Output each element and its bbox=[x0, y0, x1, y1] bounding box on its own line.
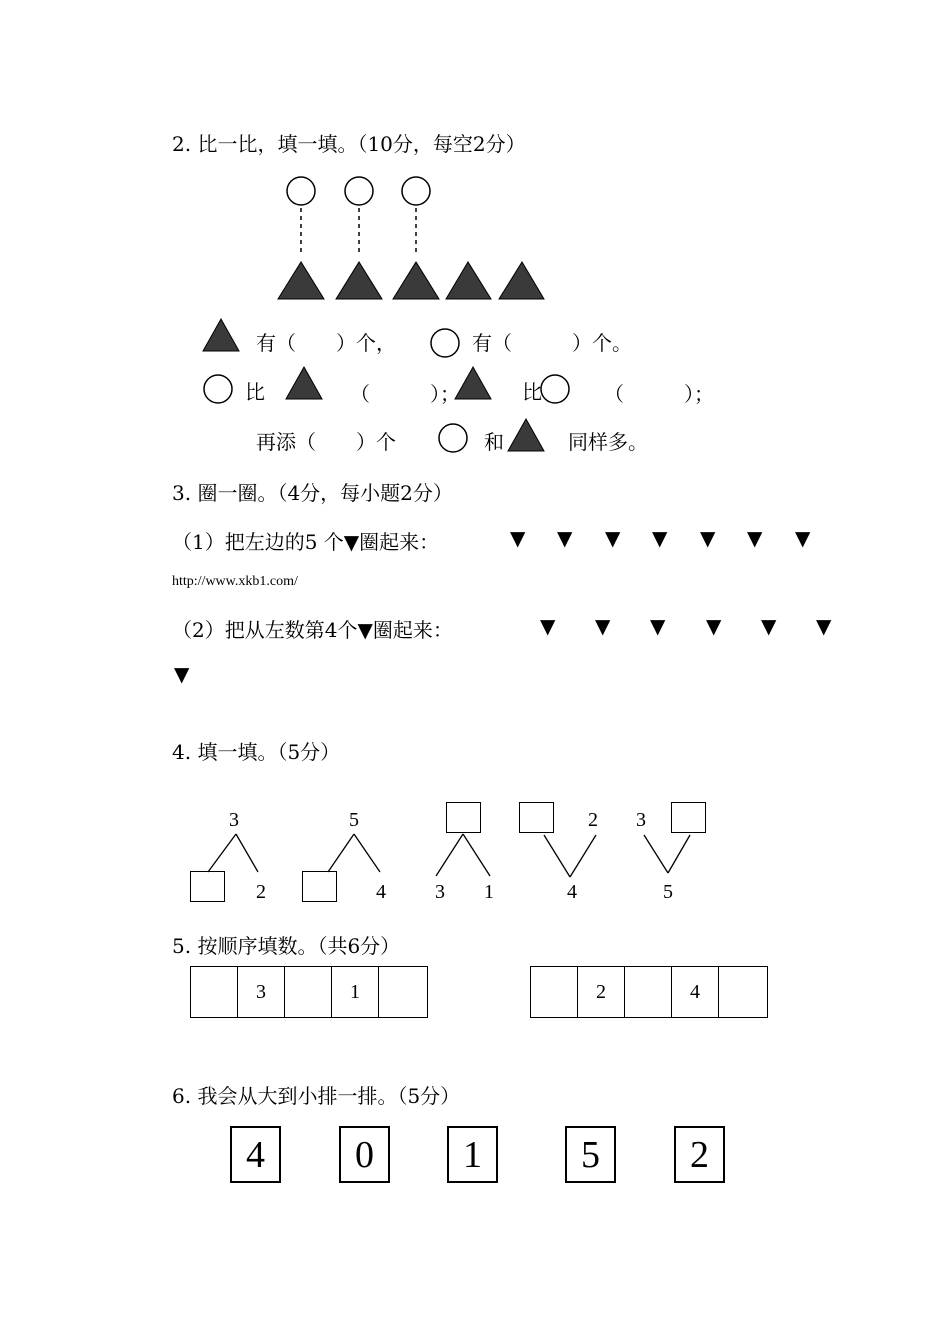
down-triangle-icon: ▼ bbox=[700, 526, 716, 550]
q3-item2-text: （2）把从左数第4个▼圈起来： bbox=[172, 618, 453, 642]
tree2-right-number: 4 bbox=[376, 881, 386, 903]
triangle-icon bbox=[499, 262, 544, 299]
tree3-left-number: 3 bbox=[435, 881, 445, 903]
answer-box[interactable] bbox=[446, 802, 481, 833]
triangle-icon bbox=[336, 262, 382, 299]
triangle-icon bbox=[507, 418, 545, 452]
circle-icon bbox=[437, 422, 469, 454]
circle-icon bbox=[202, 373, 234, 405]
merge-lines bbox=[540, 833, 600, 879]
circle-icon bbox=[287, 177, 315, 205]
q2-and-text: 和 bbox=[484, 430, 504, 454]
number-card: 1 bbox=[447, 1126, 498, 1183]
q2-circle-count-text: 有（ ）个。 bbox=[472, 331, 632, 355]
q2-same-text: 同样多。 bbox=[568, 430, 648, 454]
answer-box[interactable] bbox=[671, 802, 706, 833]
split-lines bbox=[200, 832, 270, 876]
down-triangle-icon: ▼ bbox=[595, 614, 611, 638]
circle-icon bbox=[429, 327, 461, 359]
q3-item1-text: （1）把左边的5 个▼圈起来： bbox=[172, 530, 440, 554]
q2-compare-blank: （ ）； bbox=[604, 382, 714, 406]
down-triangle-icon: ▼ bbox=[706, 614, 722, 638]
split-lines bbox=[430, 832, 500, 880]
triangle-icon bbox=[446, 262, 491, 299]
sequence-cell: 4 bbox=[672, 967, 719, 1017]
q2-compare-word: 比 bbox=[522, 380, 542, 404]
circle-icon bbox=[539, 373, 571, 405]
down-triangle-icon: ▼ bbox=[652, 526, 668, 550]
sequence-row-2 bbox=[530, 966, 768, 1018]
merge-lines bbox=[640, 833, 696, 877]
triangle-icon bbox=[393, 262, 439, 299]
q2-add-text: 再添（ ）个 bbox=[256, 430, 396, 454]
q3-title: 3. 圈一圈。（4分，每小题2分） bbox=[172, 481, 453, 505]
tree2-top-number: 5 bbox=[349, 809, 359, 831]
sequence-cell[interactable] bbox=[191, 967, 238, 1017]
sequence-cell[interactable] bbox=[719, 967, 766, 1017]
sequence-cell[interactable] bbox=[285, 967, 332, 1017]
triangle-icon bbox=[202, 318, 240, 352]
q2-compare-blank: （ ）； bbox=[350, 382, 460, 406]
sequence-cell: 3 bbox=[238, 967, 285, 1017]
tree1-top-number: 3 bbox=[229, 809, 239, 831]
down-triangle-icon: ▼ bbox=[761, 614, 777, 638]
down-triangle-icon: ▼ bbox=[605, 526, 621, 550]
sequence-cell: 2 bbox=[578, 967, 625, 1017]
tree1-right-number: 2 bbox=[256, 881, 266, 903]
number-card: 5 bbox=[565, 1126, 616, 1183]
sequence-cell: 1 bbox=[332, 967, 379, 1017]
triangle-icon bbox=[278, 262, 324, 299]
number-card: 4 bbox=[230, 1126, 281, 1183]
circle-icon bbox=[402, 177, 430, 205]
source-url: http://www.xkb1.com/ bbox=[172, 574, 298, 589]
down-triangle-icon: ▼ bbox=[557, 526, 573, 550]
down-triangle-icon: ▼ bbox=[540, 614, 556, 638]
q2-compare-word: 比 bbox=[245, 380, 265, 404]
tree5-bottom-number: 5 bbox=[663, 881, 673, 903]
q4-title: 4. 填一填。（5分） bbox=[172, 740, 341, 764]
sequence-row-1 bbox=[190, 966, 428, 1018]
triangle-icon bbox=[454, 366, 492, 400]
tree4-bottom-number: 4 bbox=[567, 881, 577, 903]
split-lines bbox=[318, 832, 388, 876]
tree3-right-number: 1 bbox=[484, 881, 494, 903]
q2-triangle-count-text: 有（ ）个， bbox=[256, 331, 396, 355]
answer-box[interactable] bbox=[190, 871, 225, 902]
down-triangle-icon: ▼ bbox=[816, 614, 832, 638]
down-triangle-icon: ▼ bbox=[795, 526, 811, 550]
sequence-cell[interactable] bbox=[625, 967, 672, 1017]
circle-icon bbox=[345, 177, 373, 205]
sequence-cell[interactable] bbox=[531, 967, 578, 1017]
answer-box[interactable] bbox=[302, 871, 337, 902]
triangle-icon bbox=[285, 366, 323, 400]
sequence-cell[interactable] bbox=[379, 967, 426, 1017]
q2-correspondence-figure bbox=[270, 172, 560, 307]
q2-title: 2. 比一比，填一填。（10分，每空2分） bbox=[172, 132, 526, 156]
answer-box[interactable] bbox=[519, 802, 554, 833]
down-triangle-icon: ▼ bbox=[174, 662, 190, 686]
q6-title: 6. 我会从大到小排一排。（5分） bbox=[172, 1084, 461, 1108]
tree5-left-top-number: 3 bbox=[636, 809, 646, 831]
down-triangle-icon: ▼ bbox=[650, 614, 666, 638]
q5-title: 5. 按顺序填数。（共6分） bbox=[172, 934, 401, 958]
number-card: 2 bbox=[674, 1126, 725, 1183]
down-triangle-icon: ▼ bbox=[747, 526, 763, 550]
down-triangle-icon: ▼ bbox=[510, 526, 526, 550]
number-card: 0 bbox=[339, 1126, 390, 1183]
tree4-right-top-number: 2 bbox=[588, 809, 598, 831]
